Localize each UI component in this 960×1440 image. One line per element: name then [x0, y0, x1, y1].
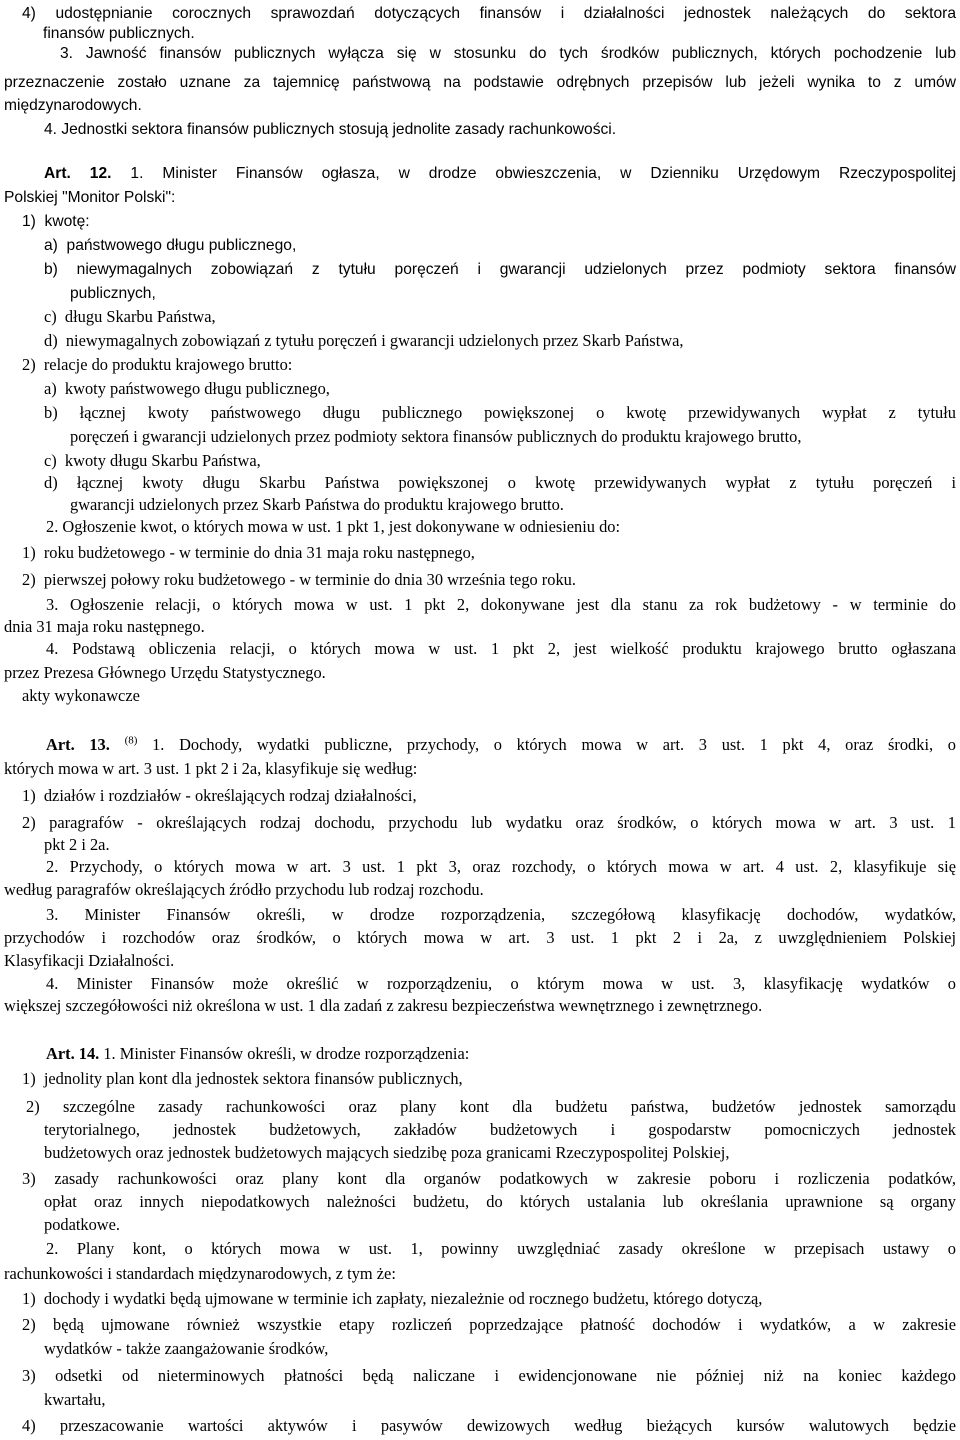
- article-number: Art. 12.: [44, 165, 112, 182]
- text-line: których mowa w art. 3 ust. 1 pkt 2 i 2a, klasyfikuje się według:: [4, 759, 418, 778]
- text-line: d) łącznej kwoty długu Skarbu Państwa powiększonej o kwotę przewidywanych wypłat z tytułu poręczeń i: [44, 473, 956, 492]
- article-number: Art. 14.: [46, 1044, 100, 1063]
- text-line: poręczeń i gwarancji udzielonych przez podmioty sektora finansów publicznych do produktu krajowego brutto,: [70, 427, 802, 446]
- text-line: 1) kwotę:: [22, 213, 90, 230]
- text-line: 4) przeszacowanie wartości aktywów i pasywów dewizowych według bieżących kursów walutowych będzie: [22, 1416, 956, 1435]
- text-line: a) państwowego długu publicznego,: [44, 237, 297, 254]
- text-line: Art. 12. 1. Minister Finansów ogłasza, w drodze obwieszczenia, w Dzienniku Urzędowym Rzeczypospolitej: [44, 165, 956, 182]
- text-line: pkt 2 i 2a.: [44, 835, 110, 854]
- text-line: publicznych,: [70, 285, 156, 302]
- text-line: przez Prezesa Głównego Urzędu Statystycznego.: [4, 663, 326, 682]
- text-line: przeznaczenie zostało uznane za tajemnicę państwową na podstawie odrębnych przepisów lub jeżeli wynika to z umów: [4, 74, 956, 91]
- text-line: 4. Jednostki sektora finansów publicznych stosują jednolite zasady rachunkowości.: [44, 121, 617, 138]
- text-line: przychodów i rozchodów oraz środków, o których mowa w art. 3 ust. 1 pkt 2 i 2a, z uwzględnieniem Polskiej: [4, 928, 956, 947]
- text-line: 2. Ogłoszenie kwot, o których mowa w ust. 1 pkt 1, jest dokonywane w odniesieniu do:: [46, 517, 621, 536]
- text-line: rachunkowości i standardach międzynarodowych, z tym że:: [4, 1264, 396, 1283]
- text-line: d) niewymagalnych zobowiązań z tytułu poręczeń i gwarancji udzielonych przez Skarb Państwa,: [44, 331, 684, 350]
- text-line: Art. 14. 1. Minister Finansów określi, w drodze rozporządzenia:: [46, 1044, 470, 1063]
- text-line: wydatków - także zaangażowanie środków,: [44, 1339, 329, 1358]
- text-line: finansów publicznych.: [43, 25, 195, 42]
- text-line: 2. Przychody, o których mowa w art. 3 ust. 1 pkt 3, oraz rozchody, o których mowa w art. 4 ust. 2, klasyfikuje się: [46, 857, 956, 876]
- text-line: 1) dochody i wydatki będą ujmowane w terminie ich zapłaty, niezależnie od rocznego budżetu, którego dotyczą,: [22, 1289, 763, 1308]
- text-line: gwarancji udzielonych przez Skarb Państwa do produktu krajowego brutto.: [70, 495, 564, 514]
- text-line: 4. Podstawą obliczenia relacji, o których mowa w ust. 1 pkt 2, jest wielkość produktu krajowego brutto ogłaszana: [46, 639, 956, 658]
- text-line: 3) odsetki od nieterminowych płatności będą naliczane i ewidencjonowane nie później niż na koniec każdego: [22, 1366, 956, 1385]
- text-line: b) niewymagalnych zobowiązań z tytułu poręczeń i gwarancji udzielonych przez podmioty sektora finansów: [44, 261, 956, 278]
- article-number: Art. 13.: [46, 735, 110, 754]
- text-line: 1) działów i rozdziałów - określających rodzaj działalności,: [22, 786, 417, 805]
- text-line: 4. Minister Finansów może określić w rozporządzeniu, o którym mowa w ust. 3, klasyfikację wydatków o: [46, 974, 956, 993]
- text-line: 3) zasady rachunkowości oraz plany kont dla organów podatkowych w zakresie poboru i rozliczenia podatków,: [22, 1169, 956, 1188]
- text-line: a) kwoty państwowego długu publicznego,: [44, 379, 330, 398]
- text-line: Art. 13. $^{(8)}$ 1. Dochody, wydatki publiczne, przychody, o których mowa w art. 3 ust. 1 pkt 4, oraz środki, o: [46, 734, 956, 754]
- text-line: budżetowych oraz jednostek budżetowych mających siedzibę poza granicami Rzeczypospolitej Polskiej,: [44, 1143, 730, 1162]
- text-line: dnia 31 maja roku następnego.: [4, 617, 205, 636]
- text-line: 2. Plany kont, o których mowa w ust. 1, powinny uwzględniać zasady określone w przepisach ustawy o: [46, 1239, 956, 1258]
- text-line: 4) udostępnianie corocznych sprawozdań dotyczących finansów i działalności jednostek należących do sektora: [22, 5, 956, 22]
- text-line: 1) roku budżetowego - w terminie do dnia 31 maja roku następnego,: [22, 543, 475, 562]
- text-line: 2) relacje do produktu krajowego brutto:: [22, 355, 293, 374]
- text-line: 3. Jawność finansów publicznych wyłącza się w stosunku do tych środków publicznych, których pochodzenie lub: [60, 45, 956, 62]
- text-line: 1) jednolity plan kont dla jednostek sektora finansów publicznych,: [22, 1069, 463, 1088]
- text-line: większej szczegółowości niż określona w ust. 1 dla zadań z zakresu bezpieczeństwa wewnętrznego i zewnętrznego.: [4, 996, 763, 1015]
- text-line: podatkowe.: [44, 1215, 121, 1234]
- text-line: akty wykonawcze: [22, 686, 140, 705]
- text-line: międzynarodowych.: [4, 97, 142, 114]
- text-line: kwartału,: [44, 1390, 106, 1409]
- text-line: 2) pierwszej połowy roku budżetowego - w terminie do dnia 30 września tego roku.: [22, 570, 576, 589]
- text-line: Klasyfikacji Działalności.: [4, 951, 175, 970]
- text-line: Polskiej "Monitor Polski":: [4, 189, 176, 206]
- text-line: b) łącznej kwoty państwowego długu publicznego powiększonej o kwotę przewidywanych wypłat z tytułu: [44, 403, 956, 422]
- text-line: 2) paragrafów - określających rodzaj dochodu, przychodu lub wydatku oraz środków, o których mowa w art. 3 ust. 1: [22, 813, 956, 832]
- text-line: 2) szczególne zasady rachunkowości oraz plany kont dla budżetu państwa, budżetów jednostek samorządu: [26, 1097, 956, 1116]
- text-line: c) kwoty długu Skarbu Państwa,: [44, 451, 261, 470]
- text-line: terytorialnego, jednostek budżetowych, zakładów budżetowych i gospodarstw pomocniczych jednostek: [44, 1120, 956, 1139]
- text-line: według paragrafów określających źródło przychodu lub rodzaj rozchodu.: [4, 880, 484, 899]
- text-line: 3. Ogłoszenie relacji, o których mowa w ust. 1 pkt 2, dokonywane jest dla stanu za rok budżetowy - w terminie do: [46, 595, 956, 614]
- text-line: 2) będą ujmowane również wszystkie etapy rozliczeń poprzedzające płatność dochodów i wydatków, a w zakresie: [22, 1315, 956, 1334]
- text-line: opłat oraz innych niepodatkowych należności budżetu, do których ustalania lub określania uprawnione są organy: [44, 1192, 956, 1211]
- text-line: c) długu Skarbu Państwa,: [44, 307, 216, 326]
- text-line: 3. Minister Finansów określi, w drodze rozporządzenia, szczegółową klasyfikację dochodów, wydatków,: [46, 905, 956, 924]
- footnote-reference: (8): [124, 734, 138, 747]
